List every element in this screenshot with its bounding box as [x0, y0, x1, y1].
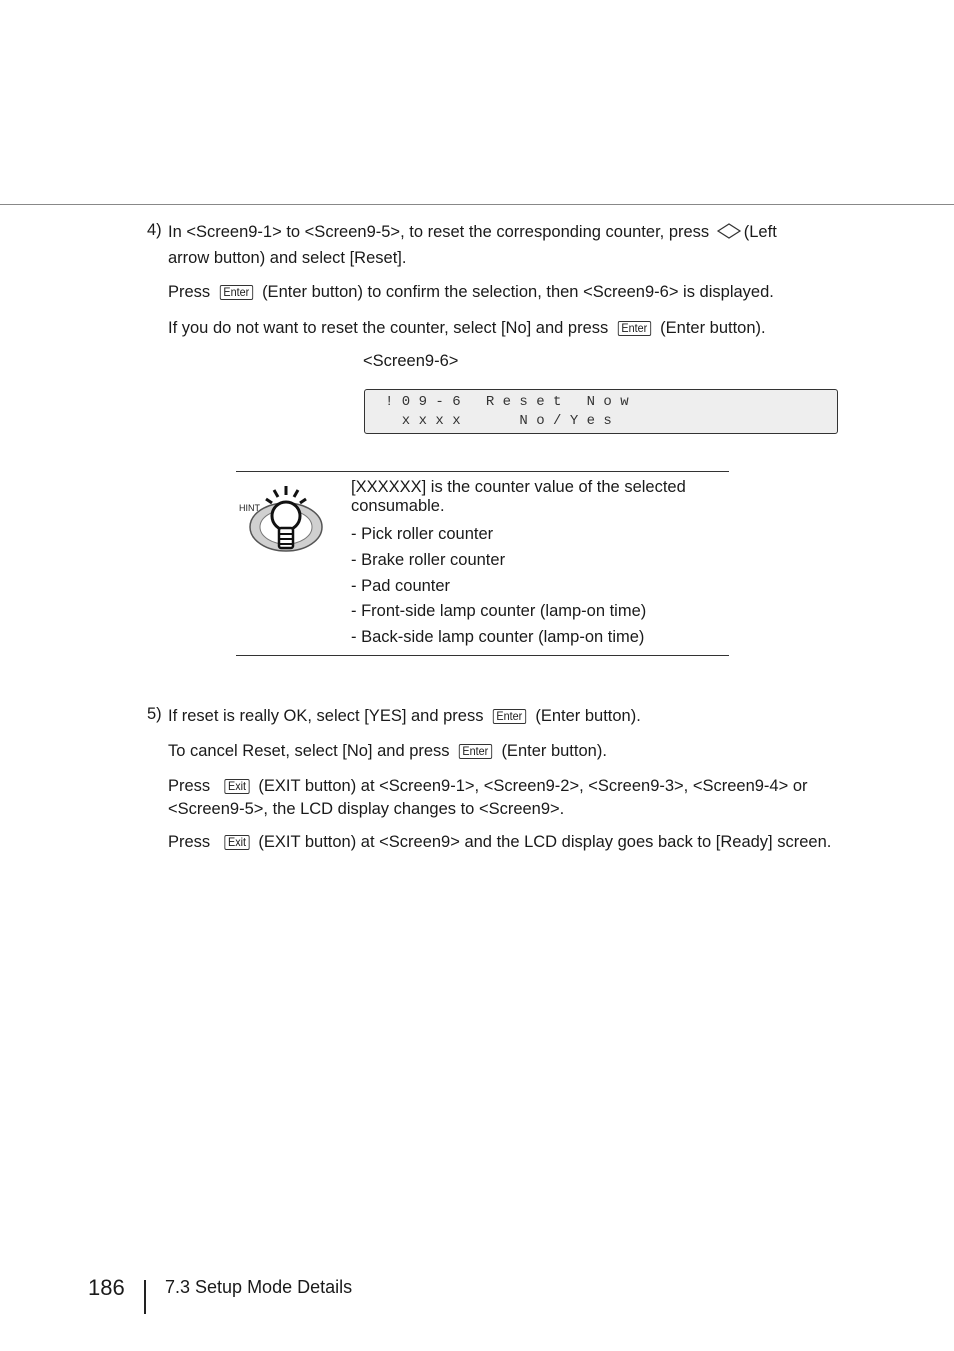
- hint-list-item: - Front-side lamp counter (lamp-on time): [351, 602, 647, 620]
- left-arrow-key-icon: [716, 222, 742, 247]
- hint-description: [XXXXXX] is the counter value of the selected consumable.: [351, 478, 686, 515]
- exit-key-icon: Exit: [224, 779, 249, 794]
- lcd-line-2: x x x x N o / Y e s: [385, 413, 612, 429]
- step-4-paragraph-1: In <Screen9-1> to <Screen9-5>, to reset the corresponding counter, press (Left arrow button) and select [Reset].: [168, 223, 777, 267]
- enter-key-icon: Enter: [220, 285, 253, 300]
- step-4-paragraph-2: Press Enter (Enter button) to confirm the selection, then <Screen9-6> is displayed.: [168, 283, 774, 301]
- lcd-display: [364, 389, 838, 434]
- footer-divider: [144, 1280, 146, 1314]
- page-number: 186: [88, 1275, 125, 1300]
- step-4-paragraph-3: If you do not want to reset the counter, select [No] and press Enter (Enter button).: [168, 319, 766, 337]
- hint-list-item: - Pad counter: [351, 577, 451, 595]
- step-5-paragraph-4: Press Exit (EXIT button) at <Screen9> and the LCD display goes back to [Ready] screen.: [168, 833, 832, 851]
- lcd-line-1: ! 0 9 - 6 R e s e t N o w: [385, 394, 629, 410]
- enter-key-icon: Enter: [493, 709, 526, 724]
- step-5-number: 5): [147, 705, 162, 723]
- section-title: 7.3 Setup Mode Details: [165, 1277, 353, 1297]
- enter-key-icon: Enter: [459, 744, 492, 759]
- hint-list-item: - Pick roller counter: [351, 525, 494, 543]
- hint-list-item: - Brake roller counter: [351, 551, 506, 569]
- step-5-paragraph-3: Press Exit (EXIT button) at <Screen9-1>, <Screen9-2>, <Screen9-3>, <Screen9-4> or <Screen9-5>, the LCD display changes to <Screen9>.: [168, 777, 808, 818]
- exit-key-icon: Exit: [224, 835, 249, 850]
- step-5-paragraph-1: If reset is really OK, select [YES] and press Enter (Enter button).: [168, 707, 641, 725]
- enter-key-icon: Enter: [618, 321, 651, 336]
- step-5-paragraph-2: To cancel Reset, select [No] and press Enter (Enter button).: [168, 742, 607, 760]
- step-4-number: 4): [147, 221, 162, 239]
- header-rule: [0, 204, 954, 205]
- hint-lightbulb-icon: [238, 482, 328, 567]
- hint-box: [236, 471, 729, 656]
- screen-label: <Screen9-6>: [363, 352, 459, 370]
- hint-icon-label: HINT: [239, 503, 260, 513]
- hint-list-item: - Back-side lamp counter (lamp-on time): [351, 628, 645, 646]
